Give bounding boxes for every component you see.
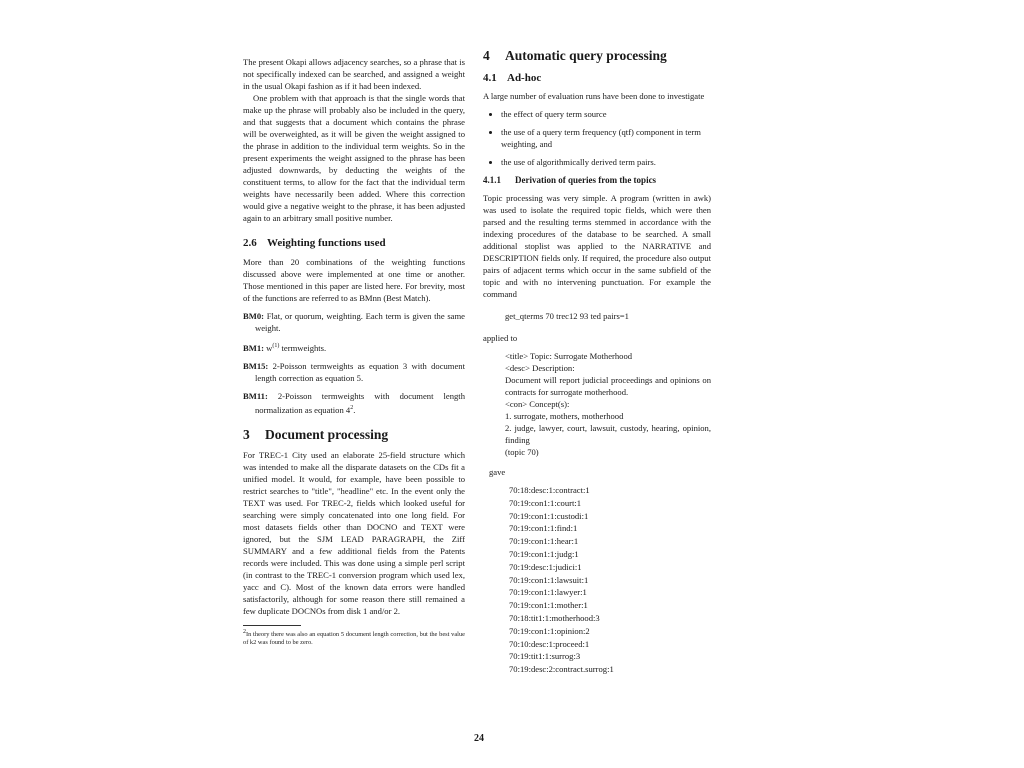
output-line: 70:18:desc:1:contract:1 [509,485,590,495]
output-line: 70:19:desc:1:judici:1 [509,561,582,572]
topic-line: <title> Topic: Surrogate Motherhood [505,351,633,361]
topic-line: (topic 70) [505,447,539,457]
topic-line: Document will report judicial proceedings and opinions on contracts for surrogate motherhood. [505,375,711,397]
applied-to-text: applied to [483,333,518,343]
gave-text: gave [489,467,506,477]
output-line: 70:19:desc:2:contract.surrog:1 [509,664,614,675]
bm1-definition: BM1: $w^{(1)}$ termweights. [243,342,327,353]
output-line: 70:19:con1:1:lawyer:1 [509,587,587,598]
topic-line: 2. judge, lawyer, court, lawsuit, custody, hearing, opinion, finding [505,423,711,445]
topic-example [505,350,711,458]
list-item: • the use of a query term frequency (qtf) component in term weighting, and [501,126,711,150]
output-line: 70:19:con1:1:lawsuit:1 [509,574,589,585]
output-line: 70:19:con1:1:custodi:1 [509,510,589,521]
output-line: 70:18:tit1:1:motherhood:3 [509,612,600,623]
topic-line: <con> Concept(s): [505,399,570,409]
footnote: $^2$In theory there was also an equation 5 document length correction, but the best value of k2 was found to be zero. [243,628,465,646]
topic-line: <desc> Description: [505,363,575,373]
output-line: 70:19:con1:1:find:1 [509,523,578,534]
output-line: 70:19:con1:1:court:1 [509,497,582,508]
paragraph-adjacency: The present Okapi allows adjacency searches, so a phrase that is not specifically indexed can be searched, and assigned a weight in the usual Okapi fashion as if it had been indexed. [243,57,465,91]
footnote-rule [243,625,301,626]
paragraph-topic-processing: Topic processing was very simple. A program (written in awk) was used to isolate the required topic fields, which were then parsed and the resulting terms stemmed in accordance with the indexing procedures of the database to be searched. A small additional stoplist was applied to the NARRATIVE and DESCRIPTION fields only. If required, the procedure also output pairs of adjacent terms which occur in the same subfield of the topic and with no intervening punctuation. For example the command [483,193,711,299]
section-4-heading: 4 Automatic query processing [483,48,667,63]
investigation-list [483,108,711,168]
query-output [509,484,711,676]
paragraph-phrase-weighting: One problem with that approach is that the single words that make up the phrase will probably also be included in the query, and that suggests that a document which contains the phrase will be overweighted, as it will be given the weight assigned to the phrase in addition to the individual term weights. So in the present experiments the weight assigned to the phrase has been adjusted downwards, by deducting the weights of the constituent terms, to allow for the fact that the individual term weights have necessarily been added. Where this correction would give a negative weight to the phrase, it has been adjusted again to an arbitrary small positive number. [243,93,465,223]
output-line: 70:10:desc:1:proceed:1 [509,638,590,649]
bm0-definition: BM0: Flat, or quorum, weighting. Each term is given the same weight. [243,311,465,333]
bm11-definition: BM11: 2-Poisson termweights with document length normalization as equation $4^2$. [243,390,465,415]
output-line: 70:19:con1:1:judg:1 [509,548,579,559]
bm15-definition: BM15: 2-Poisson termweights as equation 3 with document length correction as equation 5. [243,360,465,383]
left-column [243,56,465,647]
command-example: get_qterms 70 trec12 93 ted pairs=1 [505,311,629,321]
paragraph-weighting-functions: More than 20 combinations of the weighting functions discussed above were implemented at one time or another. Those mentioned in this paper are listed here. For brevity, most of the functions are referred to as BMnn (Best Match). [243,257,465,303]
output-line: 70:19:con1:1:opinion:2 [509,625,590,636]
section-4-1-1-heading: 4.1.1 Derivation of queries from the topics [483,175,657,185]
output-line: 70:19:con1:1:mother:1 [509,600,588,611]
list-item: • the use of algorithmically derived term pairs. [501,156,711,168]
section-3-heading: 3 Document processing [243,426,389,442]
list-item: • the effect of query term source [501,108,711,120]
section-4-1-heading: 4.1 Ad-hoc [483,72,542,84]
right-column [483,50,711,679]
output-line: 70:19:con1:1:hear:1 [509,536,579,547]
output-line: 70:19:tit1:1:surrog:3 [509,651,581,662]
paragraph-document-processing: For TREC-1 City used an elaborate 25-field structure which was intended to make all the disparate datasets on the CDs fit a unified model. It would, for example, have been possible to restrict searches to "title", "headline" etc. In the event only the TEXT was used. For TREC-2, fields which looked useful for searching were simply concatenated into one long field. For most datasets fields other than DOCNO and TEXT were ignored, but the SJM LEAD PARAGRAPH, the Ziff SUMMARY and a few additional fields from the Patents records were included. This was done using a simple perl script (in contrast to the TREC-1 conversion program which used lex, yacc and C). Most of the known data errors were handled satisfactorily, although for some reason there still remained a few duplicate DOCNOs from disk 1 and/or 2. [243,449,465,616]
topic-line: 1. surrogate, mothers, motherhood [505,411,624,421]
section-2-6-heading: 2.6 Weighting functions used [243,237,386,249]
paragraph-evaluation-runs: A large number of evaluation runs have been done to investigate [483,91,705,101]
page-number: 24 [474,733,484,744]
